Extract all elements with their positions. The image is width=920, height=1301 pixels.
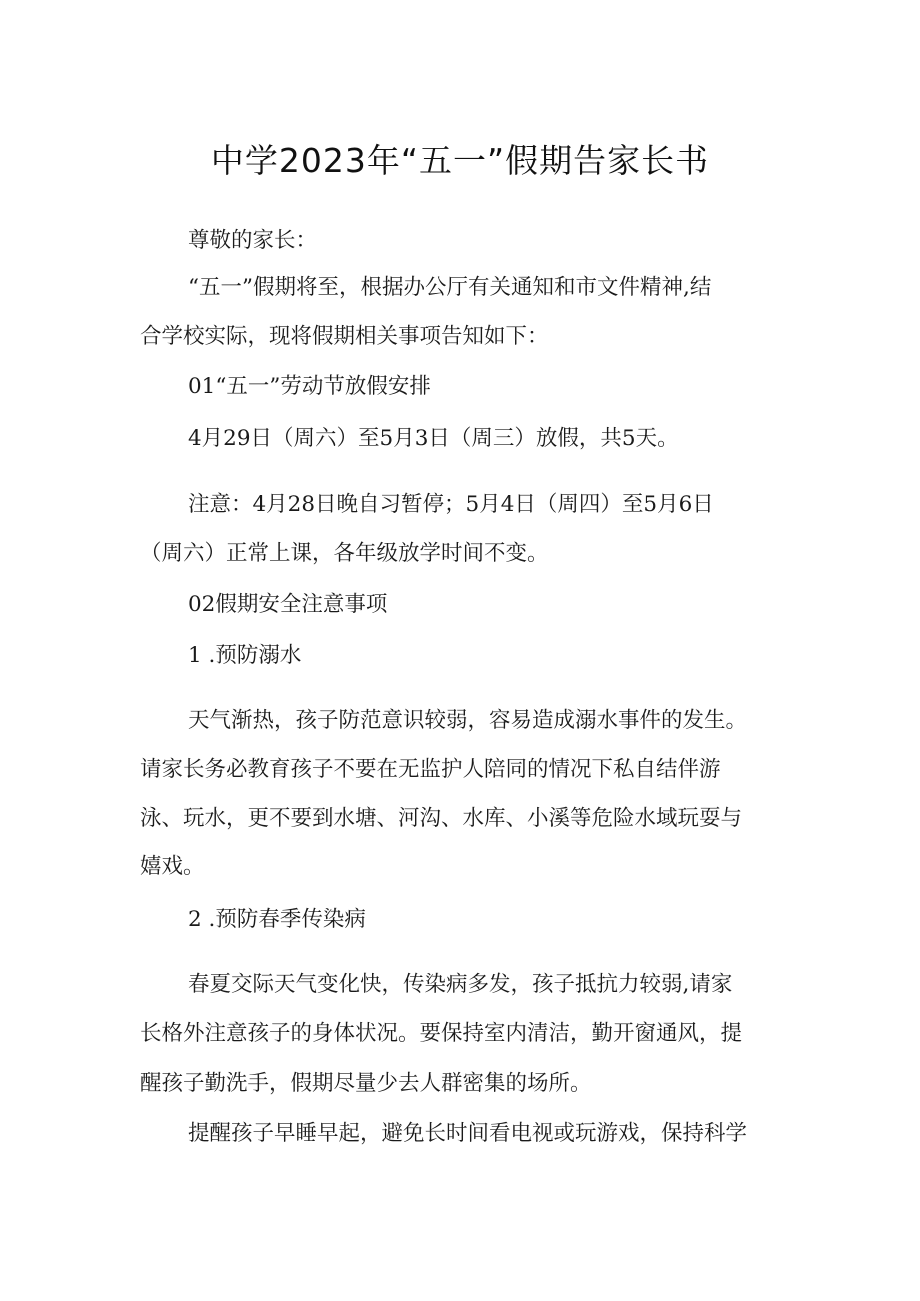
item2-body-line-1: 春夏交际天气变化快，传染病多发，孩子抵抗力较弱,请家 <box>188 972 733 997</box>
item1-body-line-3: 泳、玩水，更不要到水塘、河沟、水库、小溪等危险水域玩耍与 <box>140 806 743 831</box>
item2-body-line-2: 长格外注意孩子的身体状况。要保持室内清洁，勤开窗通风，提 <box>140 1021 743 1046</box>
greeting: 尊敬的家长： <box>188 228 318 253</box>
item1-body-line-2: 请家长务必教育孩子不要在无监护人陪同的情况下私自结伴游 <box>140 757 721 782</box>
intro-line-2: 合学校实际，现将假期相关事项告知如下： <box>140 324 549 349</box>
item1-body-line-1: 天气渐热，孩子防范意识较弱，容易造成溺水事件的发生。 <box>188 708 748 733</box>
section1-heading: 01“五一”劳动节放假安排 <box>188 374 431 399</box>
item2-heading: 2 .预防春季传染病 <box>188 907 366 932</box>
intro-line-1: “五一”假期将至，根据办公厅有关通知和市文件精神,结 <box>188 275 712 300</box>
item1-body-line-4: 嬉戏。 <box>140 854 205 879</box>
document-title: 中学2023年“五一”假期告家长书 <box>210 141 710 180</box>
note-line-1: 注意：4月28日晚自习暂停；5月4日（周四）至5月6日 <box>188 492 714 517</box>
closing-partial-line: 提醒孩子早睡早起，避免长时间看电视或玩游戏，保持科学 <box>188 1121 748 1146</box>
item2-body-line-3: 醒孩子勤洗手，假期尽量少去人群密集的场所。 <box>140 1071 592 1096</box>
item1-heading: 1 .预防溺水 <box>188 643 302 668</box>
holiday-dates: 4月29日（周六）至5月3日（周三）放假，共5天。 <box>188 426 679 451</box>
section2-heading: 02假期安全注意事项 <box>188 592 388 617</box>
note-line-2: （周六）正常上课，各年级放学时间不变。 <box>140 541 549 566</box>
